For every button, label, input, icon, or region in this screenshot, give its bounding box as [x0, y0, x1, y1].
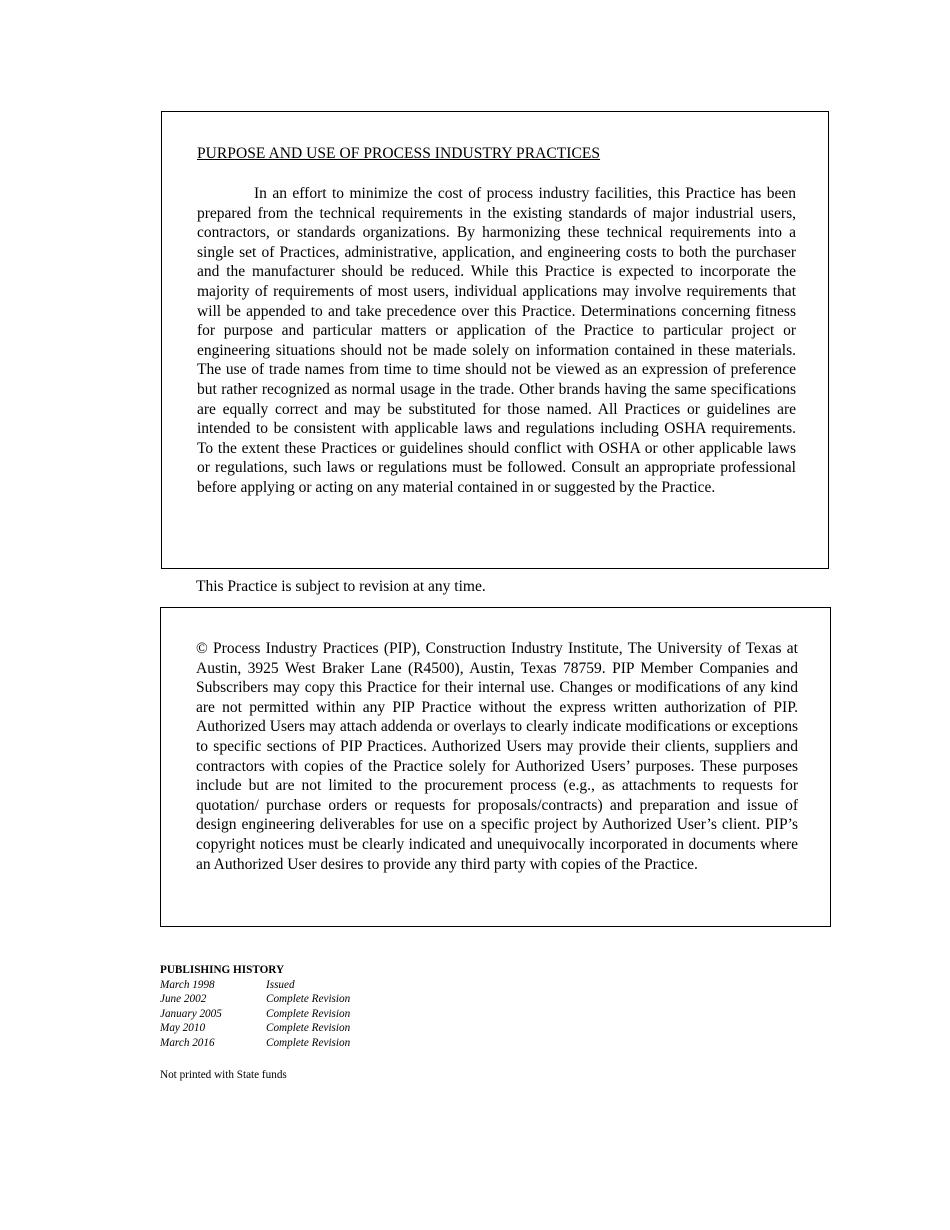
- history-row: [160, 1007, 350, 1022]
- publishing-history: [160, 963, 350, 1050]
- history-status: Complete Revision: [266, 993, 351, 1005]
- purpose-body: [197, 184, 796, 498]
- copyright-paragraph: © Process Industry Practices (PIP), Construction Industry Institute, The University of Texas at Austin, 3925 West Braker Lane (R4500), Austin, Texas 78759. PIP Member Companies and Subscribers may copy this Practice for their internal use. Changes or modifications of any kind are not permitted within any PIP Practice without the express written authorization of PIP. Authorized Users may attach addenda or overlays to clearly indicate modifications or exceptions to specific sections of PIP Practices. Authorized Users may provide their clients, suppliers and contractors with copies of the Practice solely for Authorized Users’ purposes. These purposes include but are not limited to the procurement process (e.g., as attachments to requests for quotation/ purchase orders or requests for proposals/contracts) and preparation and issue of design engineering deliverables for use on a specific project by Authorized User’s client. PIP’s copyright notices must be clearly indicated and unequivocally incorporated in documents where an Authorized User desires to provide any third party with copies of the Practice.: [196, 640, 798, 873]
- history-status: Complete Revision: [266, 1022, 351, 1034]
- history-date: June 2002: [160, 993, 207, 1005]
- history-date: January 2005: [160, 1007, 222, 1020]
- copyright-body: [196, 639, 798, 874]
- history-row: [160, 992, 350, 1007]
- history-status: Issued: [266, 978, 295, 991]
- history-status: Complete Revision: [266, 1036, 351, 1049]
- history-row: [160, 978, 350, 993]
- publishing-history-title: PUBLISHING HISTORY: [160, 964, 285, 976]
- purpose-paragraph: In an effort to minimize the cost of process industry facilities, this Practice has been prepared from the technical requirements in the existing standards of major industrial users, contractors, or standards organizations. By harmonizing these technical requirements into a single set of Practices, administrative, application, and engineering costs to both the purchaser and the manufacturer should be reduced. While this Practice is expected to incorporate the majority of requirements of most users, individual applications may involve requirements that will be appended to and take precedence over this Practice. Determinations concerning fitness for purpose and particular matters or application of the Practice to particular project or engineering situations should not be made solely on information contained in these materials. The use of trade names from time to time should not be viewed as an expression of preference but rather recognized as normal usage in the trade. Other brands having the same specifications are equally correct and may be substituted for those named. All Practices or guidelines are intended to be consistent with applicable laws and regulations including OSHA requirements. To the extent these Practices or guidelines should conflict with OSHA or other applicable laws or regulations, such laws or regulations must be followed. Consult an appropriate professional before applying or acting on any material contained in or suggested by the Practice.: [197, 185, 796, 496]
- history-row: [160, 1036, 350, 1051]
- history-date: March 2016: [160, 1036, 215, 1049]
- purpose-box: [161, 111, 829, 569]
- footer-note: Not printed with State funds: [160, 1069, 287, 1081]
- history-row: [160, 1021, 350, 1036]
- revision-note: This Practice is subject to revision at any time.: [196, 578, 486, 595]
- history-date: March 1998: [160, 978, 215, 991]
- copyright-box: [160, 607, 831, 927]
- purpose-title: PURPOSE AND USE OF PROCESS INDUSTRY PRACTICES: [197, 145, 601, 162]
- history-status: Complete Revision: [266, 1007, 351, 1020]
- history-date: May 2010: [160, 1022, 206, 1034]
